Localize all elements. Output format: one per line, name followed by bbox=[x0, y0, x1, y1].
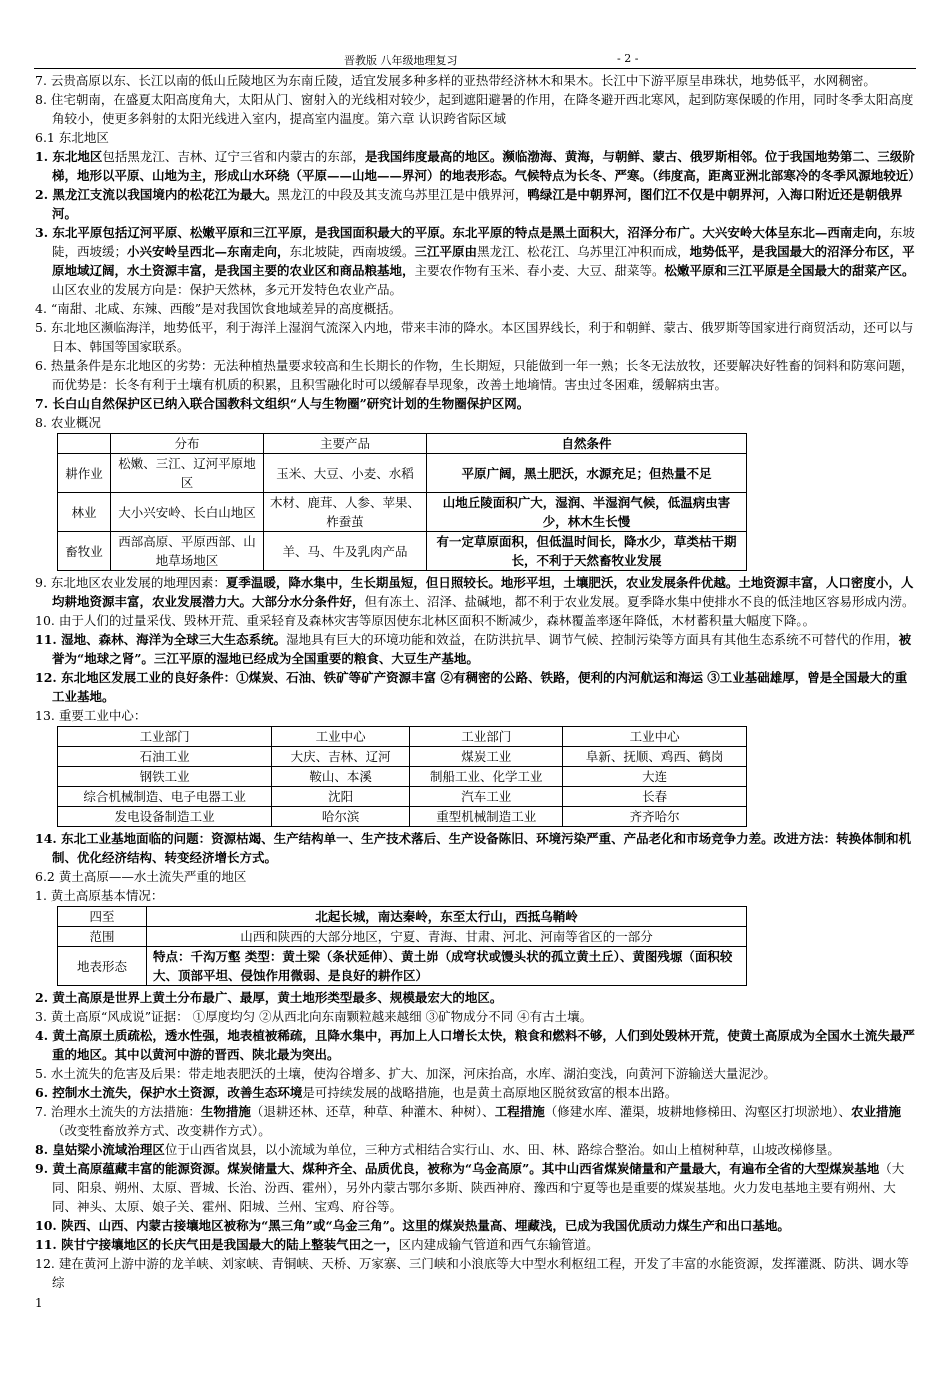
table-cell: 有一定草原面积，但低温时间长，降水少，草类枯干期长，不利于天然畜牧业发展 bbox=[427, 532, 747, 571]
item-4: 4. “南甜、北咸、东辣、西酸”是对我国饮食地域差异的高度概括。 bbox=[35, 301, 402, 316]
table-cell: 综合机械制造、电子电器工业 bbox=[58, 787, 272, 807]
loess-item-7-d: 工程措施 bbox=[494, 1104, 545, 1119]
table-header-cell: 工业部门 bbox=[58, 727, 272, 747]
item-3-a: 3. 东北平原包括辽河平原、松嫩平原和三江平原，是我国面积最大的平原。东北平原的特点是黑土面积大，沼泽分布广。大兴安岭大体呈东北—西南走向， bbox=[35, 225, 890, 240]
item-10: 10. 由于人们的过量采伐、毁林开荒、重采轻育及森林灾害等原因使东北林区面积不断减少，森林覆盖率逐年降低，木材蓄积量大幅度下降。。 bbox=[35, 613, 816, 628]
header-page-number: - 2 - bbox=[617, 52, 639, 65]
item-3-j: 山区农业的发展方向是：保护天然林，多元开发特色农业产品。 bbox=[52, 282, 403, 297]
item-13: 13. 重要工业中心： bbox=[35, 708, 147, 723]
item-1-rest: 是我国纬度最高的地区。濒临渤海、黄海，与朝鲜、蒙古、俄罗斯相邻。位于我国地势第二、三级阶梯，地形以平原、山地为主，形成山水环绕（平原——山地——界河）的地表形态。气候特点为长冬、严寒。（纬度高，距离亚洲北部寒冷的冬季风源地较近） bbox=[52, 149, 921, 183]
item-3-e: 三江平原由 bbox=[414, 244, 478, 259]
table-row bbox=[58, 807, 747, 827]
table-cell: 范围 bbox=[58, 927, 147, 947]
table-cell: 发电设备制造工业 bbox=[58, 807, 272, 827]
item-7: 7. 长白山自然保护区已纳入联合国教科文组织“人与生物圈”研究计划的生物圈保护区网。 bbox=[35, 396, 530, 411]
table-cell: 钢铁工业 bbox=[58, 767, 272, 787]
table-cell: 平原广阔，黑土肥沃，水源充足；但热量不足 bbox=[427, 454, 747, 493]
item-2 bbox=[35, 185, 917, 223]
loess-item-9-rest: （大同、阳泉、朔州、太原、晋城、长治、汾西、霍州），另外内蒙古鄂尔多斯、陕西神府、豫西和宁夏等也是重要的煤炭基地。火力发电基地主要有朔州、大同、神头、太原、娘子关、霍州、阳城、兰州、宝鸡、府谷等。 bbox=[52, 1161, 905, 1214]
table-cell: 山地丘陵面积广大，湿润、半湿润气候，低温病虫害少，林木生长慢 bbox=[427, 493, 747, 532]
item-1-mid: 包括黑龙江、吉林、辽宁三省和内蒙古的东部， bbox=[102, 149, 365, 164]
item-3-c: 小兴安岭呈西北—东南走向， bbox=[127, 244, 290, 259]
table-cell: 石油工业 bbox=[58, 747, 272, 767]
loess-item-2: 2. 黄土高原是世界上黄土分布最广、最厚，黄土地形类型最多、规模最宏大的地区。 bbox=[35, 990, 503, 1005]
loess-item-7-e: （修建水库、灌渠，坡耕地修梯田、沟壑区打坝淤地）、 bbox=[544, 1104, 851, 1119]
table-header-cell: 分布 bbox=[111, 434, 264, 454]
item-11-mid: 湿地具有巨大的环境功能和效益，在防洪抗旱、调节气候、控制污染等方面具有其他生态系统不可替代的作用， bbox=[286, 632, 899, 647]
item-3-b: 东坡陡，西坡缓； bbox=[52, 225, 915, 259]
table-cell: 玉米、大豆、小麦、水稻 bbox=[264, 454, 427, 493]
document-body bbox=[35, 71, 921, 1292]
loess-item-6-lead: 6. 控制水土流失，保护水土资源，改善生态环境 bbox=[35, 1085, 303, 1100]
loess-item-7-c: （退耕还林、还草，种草、种灌木、种树）、 bbox=[250, 1104, 495, 1119]
item-11 bbox=[35, 630, 917, 668]
table-cell: 林业 bbox=[58, 493, 111, 532]
table-cell: 重型机械制造工业 bbox=[410, 807, 563, 827]
table-cell: 特点：千沟万壑 类型：黄土梁（条状延伸）、黄土峁（成穹状或馒头状的孤立黄土丘）、黄图残塬（面积较大、顶部平坦、侵蚀作用微弱、是良好的耕作区） bbox=[147, 947, 747, 986]
item-3-d: 东北坡陡，西南坡缓。 bbox=[289, 244, 415, 259]
loess-item-7 bbox=[35, 1102, 917, 1140]
loess-item-8 bbox=[35, 1140, 917, 1159]
section-heading-6-2: 6.2 黄土高原——水土流失严重的地区 bbox=[35, 869, 247, 884]
item-8: 8. 农业概况 bbox=[35, 415, 101, 430]
table-cell: 西部高原、平原西部、山地草场地区 bbox=[111, 532, 264, 571]
item-9-mid: 夏季温暖，降水集中，生长期虽短，但日照较长。地形平坦，土壤肥沃，农业发展条件优越。土地资源丰富，人口密度小，人均耕地资源丰富，农业发展潜力大。大部分水分条件好， bbox=[52, 575, 914, 609]
item-12: 12. 东北地区发展工业的良好条件：①煤炭、石油、铁矿等矿产资源丰富 ②有稠密的公路、铁路，便利的内河航运和海运 ③工业基础雄厚，曾是全国最大的重工业基地。 bbox=[35, 670, 908, 704]
item-5: 5. 东北地区濒临海洋，地势低平，利于海洋上湿润气流深入内地，带来丰沛的降水。本区国界线长，利于和朝鲜、蒙古、俄罗斯等国家进行商贸活动，还可以与日本、韩国等国家联系。 bbox=[35, 320, 914, 354]
section-heading-6-1: 6.1 东北地区 bbox=[35, 130, 109, 145]
table-row bbox=[58, 947, 747, 986]
table-row bbox=[58, 493, 747, 532]
table-cell: 地表形态 bbox=[58, 947, 147, 986]
table-row bbox=[58, 747, 747, 767]
item-2-mid: 黑龙江的中段及其支流乌苏里江是中俄界河， bbox=[277, 187, 528, 202]
loess-item-9-lead: 9. 黄土高原蕴藏丰富的能源资源。煤炭储量大、煤种齐全、品质优良，被称为“乌金高原”。其中山西省煤炭储量和产量最大，有遍布全省的大型煤炭基地 bbox=[35, 1161, 880, 1176]
loess-item-7-g: （改变牲畜放养方式、改变耕作方式）。 bbox=[52, 1123, 271, 1138]
table-row bbox=[58, 434, 747, 454]
item-6: 6. 热量条件是东北地区的劣势：无法种植热量要求较高和生长期长的作物，生长期短，只能做到一年一熟；长冬无法放牧，还要解决好牲畜的饲料和防寒问题，而优势是：长冬有利于土壤有机质的积累，且积雪融化时可以缓解春旱现象，改善土地墒情。害虫过冬困难，缓解病虫害。 bbox=[35, 358, 914, 392]
item-3-f: 黑龙江、松花江、乌苏里江冲积而成， bbox=[477, 244, 690, 259]
table-cell: 汽车工业 bbox=[410, 787, 563, 807]
table-cell: 山西和陕西的大部分地区，宁夏、青海、甘肃、河北、河南等省区的一部分 bbox=[147, 927, 747, 947]
table-row bbox=[58, 767, 747, 787]
table-cell: 羊、马、牛及乳肉产品 bbox=[264, 532, 427, 571]
item-1-lead: 1. 东北地区 bbox=[35, 149, 103, 164]
header-title: 晋教版 八年级地理复习 bbox=[344, 54, 458, 67]
item-11-rest: 被誉为“地球之肾”。三江平原的湿地已经成为全国重要的粮食、大豆生产基地。 bbox=[52, 632, 912, 666]
table-header-cell: 主要产品 bbox=[264, 434, 427, 454]
table-row bbox=[58, 727, 747, 747]
table-cell: 齐齐哈尔 bbox=[563, 807, 747, 827]
table-cell: 大小兴安岭、长白山地区 bbox=[111, 493, 264, 532]
loess-item-4: 4. 黄土高原土质疏松，透水性强，地表植被稀疏，且降水集中，再加上人口增长太快，粮食和燃料不够，人们到处毁林开荒，使黄土高原成为全国水土流失最严重的地区。其中以黄河中游的晋西、陕北最为突出。 bbox=[35, 1028, 915, 1062]
item-9-rest: 但有冻土、沼泽、盐碱地，都不利于农业发展。夏季降水集中使排水不良的低洼地区容易形成内涝。 bbox=[364, 594, 915, 609]
item-9-lead: 9. 东北地区农业发展的地理因素： bbox=[35, 575, 226, 590]
loess-item-9 bbox=[35, 1159, 917, 1216]
loess-item-3: 3. 黄土高原“风成说”证据： ①厚度均匀 ②从西北向东南颗粒越来越细 ③矿物成分不同 ④有古土壤。 bbox=[35, 1009, 593, 1024]
item-14: 14. 东北工业基地面临的问题：资源枯竭、生产结构单一、生产技术落后、生产设备陈旧、环境污染严重、产品老化和市场竞争力差。改进方法：转换体制和机制、优化经济结构、转变经济增长方式。 bbox=[35, 831, 912, 865]
table-row bbox=[58, 927, 747, 947]
table-header-cell: 自然条件 bbox=[427, 434, 747, 454]
paragraph-7: 7. 云贵高原以东、长江以南的低山丘陵地区为东南丘陵，适宜发展多种多样的亚热带经济林木和果木。长江中下游平原呈串珠状，地势低平，水网稠密。 bbox=[35, 73, 876, 88]
table-cell: 鞍山、本溪 bbox=[272, 767, 410, 787]
item-2-lead: 2. 黑龙江支流以我国境内的松花江为最大。 bbox=[35, 187, 278, 202]
table-header-cell: 工业中心 bbox=[563, 727, 747, 747]
table-header-cell: 工业部门 bbox=[410, 727, 563, 747]
table-cell: 大连 bbox=[563, 767, 747, 787]
table-cell: 大庆、吉林、辽河 bbox=[272, 747, 410, 767]
industry-table bbox=[57, 726, 747, 827]
loess-item-11-rest: 区内建成输气管道和西气东输管道。 bbox=[398, 1237, 599, 1252]
loess-item-7-a: 7. 治理水土流失的方法措施： bbox=[35, 1104, 201, 1119]
footer-page-number: 1 bbox=[35, 1296, 43, 1310]
item-3-g: 地势低平，是我国最大的沼泽分布区，平原地域辽阔，水土资源丰富，是我国主要的农业区和商品粮基地， bbox=[52, 244, 915, 278]
table-cell: 制船工业、化学工业 bbox=[410, 767, 563, 787]
loess-item-6-rest: 是可持续发展的战略措施，也是黄土高原地区脱贫致富的根本出路。 bbox=[302, 1085, 678, 1100]
loess-item-12: 12. 建在黄河上游中游的龙羊峡、刘家峡、青铜峡、天桥、万家寨、三门峡和小浪底等大中型水利枢纽工程，开发了丰富的水能资源，发挥灌溉、防洪、调水等综 bbox=[35, 1256, 909, 1290]
item-3-i: 松嫩平原和三江平原是全国最大的甜菜产区。 bbox=[664, 263, 915, 278]
page-header bbox=[34, 50, 916, 69]
loess-item-6 bbox=[35, 1083, 917, 1102]
loess-item-10: 10. 陕西、山西、内蒙古接壤地区被称为“黑三角”或“乌金三角”。这里的煤炭热量高、埋藏浅，已成为我国优质动力煤生产和出口基地。 bbox=[35, 1218, 790, 1233]
table-cell: 畜牧业 bbox=[58, 532, 111, 571]
table-row bbox=[58, 907, 747, 927]
paragraph-8: 8. 住宅朝南，在盛夏太阳高度角大，太阳从门、窗射入的光线相对较少，起到遮阳避暑的作用，在降冬避开西北寒风，起到防寒保暖的作用，同时冬季太阳高度角较小，使更多斜射的太阳光线进入室内，提高室内温度。第六章 认识跨省际区域 bbox=[35, 92, 914, 126]
loess-plateau-table bbox=[57, 906, 747, 986]
table-cell: 阜新、抚顺、鸡西、鹤岗 bbox=[563, 747, 747, 767]
loess-item-7-b: 生物措施 bbox=[200, 1104, 251, 1119]
item-3-h: 主要农作物有玉米、春小麦、大豆、甜菜等。 bbox=[414, 263, 665, 278]
loess-item-11-lead: 11. 陕甘宁接壤地区的长庆气田是我国最大的陆上整装气田之一， bbox=[35, 1237, 399, 1252]
table-cell: 北起长城，南达秦岭，东至太行山，西抵乌鞘岭 bbox=[147, 907, 747, 927]
item-2-rest: 鸭绿江是中朝界河，图们江不仅是中朝界河，入海口附近还是朝俄界河。 bbox=[52, 187, 903, 221]
table-header-cell bbox=[58, 434, 111, 454]
table-cell: 哈尔滨 bbox=[272, 807, 410, 827]
table-cell: 耕作业 bbox=[58, 454, 111, 493]
table-cell: 木材、鹿茸、人参、苹果、柞蚕茧 bbox=[264, 493, 427, 532]
item-1 bbox=[35, 147, 921, 185]
item-3 bbox=[35, 223, 917, 299]
table-cell: 煤炭工业 bbox=[410, 747, 563, 767]
table-row bbox=[58, 787, 747, 807]
table-header-cell: 工业中心 bbox=[272, 727, 410, 747]
loess-item-5: 5. 水土流失的危害及后果：带走地表肥沃的土壤，使沟谷增多、扩大、加深，河床抬高，水库、湖泊变浅，向黄河下游输送大量泥沙。 bbox=[35, 1066, 776, 1081]
loess-item-8-rest: 位于山西省岚县，以小流域为单位，三种方式相结合实行山、水、田、林、路综合整治。如山上植树种草，山坡改梯修垦。 bbox=[164, 1142, 840, 1157]
table-cell: 长春 bbox=[563, 787, 747, 807]
item-9 bbox=[35, 573, 917, 611]
table-cell: 松嫩、三江、辽河平原地区 bbox=[111, 454, 264, 493]
loess-item-11 bbox=[35, 1235, 917, 1254]
agriculture-table bbox=[57, 433, 747, 571]
table-row bbox=[58, 454, 747, 493]
table-row bbox=[58, 532, 747, 571]
loess-item-7-f: 农业措施 bbox=[850, 1104, 901, 1119]
loess-item-1: 1. 黄土高原基本情况： bbox=[35, 888, 164, 903]
loess-item-8-lead: 8. 皇姑梁小流域治理区 bbox=[35, 1142, 165, 1157]
table-cell: 四至 bbox=[58, 907, 147, 927]
table-cell: 沈阳 bbox=[272, 787, 410, 807]
item-11-lead: 11. 湿地、森林、海洋为全球三大生态系统。 bbox=[35, 632, 287, 647]
